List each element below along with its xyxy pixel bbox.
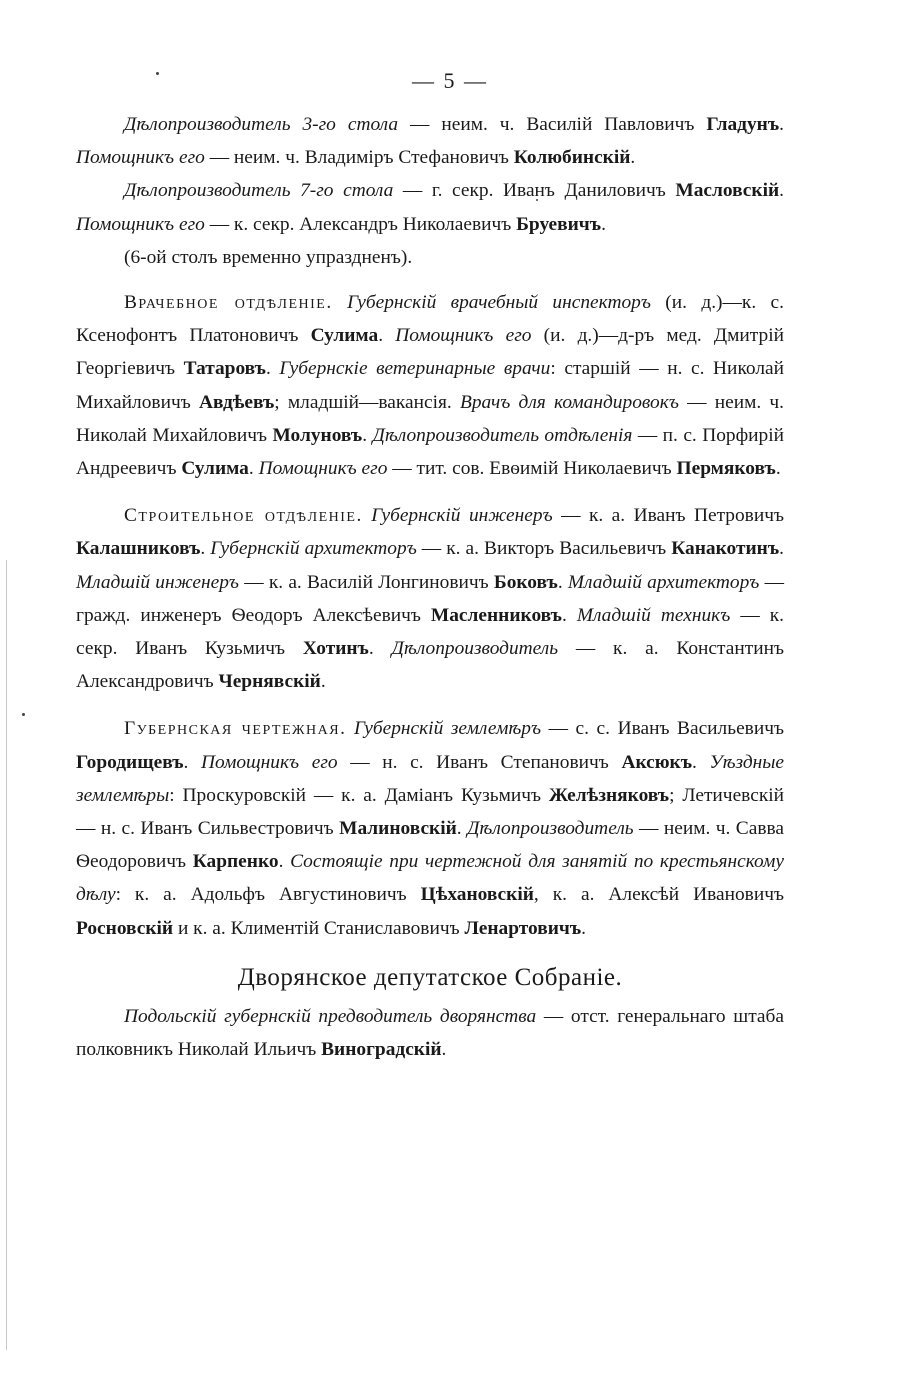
surname: Карпенко: [192, 851, 279, 873]
role-title: Помощникъ его: [258, 458, 388, 480]
role-title: Дѣлопроизводитель: [467, 818, 634, 840]
surname: Авдѣевъ: [198, 391, 275, 413]
surname: Пермяковъ: [676, 458, 776, 480]
surname: Сулима: [181, 458, 249, 480]
role-title: Состоящіе при чертежной для занятій по крестьянскому дѣлу: [76, 851, 784, 906]
role-title: Помощникъ его: [200, 751, 338, 773]
surname: Желѣзняковъ: [548, 784, 670, 806]
surname: Чернявскій: [218, 671, 321, 693]
paragraph-drafting-office: Губернская чертежная. Губернскій землемѣръ — с. с. Иванъ Васильевичъ Городищевъ. Помощникъ его — н. с. Иванъ Степановичъ Аксюкъ. Уѣздные землемѣры: Проскуровскій — к. а. Даміанъ Кузьмичъ Желѣзняковъ; Летичевскій — н. с. Иванъ Сильвестровичъ Малиновскій. Дѣлопроизводитель — неим. ч. Савва Ѳеодоровичъ Карпенко. Состоящіе при чертежной для занятій по крестьянскому дѣлу: к. а. Адольфъ Августиновичъ Цѣхановскій, к. а. Алексѣй Ивановичъ Росновскій и к. а. Климентій Станиславовичъ Ленартовичъ.: [76, 718, 785, 939]
surname: Боковъ: [493, 571, 558, 593]
surname: Гладунъ: [706, 114, 780, 135]
surname: Хотинъ: [302, 638, 369, 660]
role-title: Дѣлопроизводитель 3-го стола: [124, 114, 399, 135]
paragraph-table3-clerk: Дѣлопроизводитель 3-го стола — неим. ч. Василій Павловичъ Гладунъ. Помощникъ его — неим. ч. Владиміръ Стефановичъ Колюбинскій.: [76, 114, 784, 169]
role-title: Помощникъ его: [76, 147, 205, 169]
surname: Сулима: [310, 325, 379, 347]
ink-speck: [22, 713, 25, 716]
section-title: Врачебное отдѣленіе.: [124, 292, 333, 314]
surname: Росновскій: [76, 917, 174, 939]
page-text: [76, 108, 784, 1066]
role-title: Дѣлопроизводитель: [391, 638, 559, 660]
surname: Калашниковъ: [76, 538, 201, 560]
surname: Молуновъ: [272, 424, 363, 446]
role-title: Уѣздные землемѣры: [76, 751, 784, 806]
paragraph-nobility-marshal: Подольскій губернскій предводитель дворянства — отст. генеральнаго штаба полковникъ Николай Ильичъ Виноградскій.: [76, 1006, 784, 1061]
left-margin-rule: [6, 560, 7, 1350]
page-number: — 5 —: [412, 68, 488, 93]
surname: Аксюкъ: [621, 751, 693, 773]
role-title: Помощникъ его: [76, 213, 205, 235]
paragraph-table7-clerk: Дѣлопроизводитель 7-го стола — г. секр. Иванъ Даниловичъ Масловскій. Помощникъ его — к. секр. Александръ Николаевичъ Бруевичъ.: [76, 180, 785, 235]
surname: Ленартовичъ: [464, 917, 582, 939]
role-title: Губернскій землемѣръ: [354, 718, 542, 740]
role-title: Губернскій инженеръ: [371, 505, 553, 527]
role-title: Дѣлопроизводитель отдѣленія: [372, 424, 633, 446]
section-title: Строительное отдѣленіе.: [124, 505, 363, 527]
surname: Городищевъ: [76, 751, 184, 773]
ink-speck: [156, 72, 159, 75]
role-title: Младшій архитекторъ: [567, 571, 760, 593]
surname: Канакотинъ: [671, 538, 780, 560]
paragraph-construction-department: Строительное отдѣленіе. Губернскій инженеръ — к. а. Иванъ Петровичъ Калашниковъ. Губернскій архитекторъ — к. а. Викторъ Васильевичъ Канакотинъ. Младшій инженеръ — к. а. Василій Лонгиновичъ Боковъ. Младшій архитекторъ — гражд. инженеръ Ѳеодоръ Алексѣевичъ Масленниковъ. Младшій техникъ — к. секр. Иванъ Кузьмичъ Хотинъ. Дѣлопроизводитель — к. а. Константинъ Александровичъ Чернявскій.: [76, 505, 784, 693]
surname: Масленниковъ: [430, 604, 562, 626]
section-title: Губернская чертежная.: [124, 718, 347, 740]
role-title: Дѣлопроизводитель 7-го стола: [124, 180, 394, 202]
surname: Цѣхановскій: [420, 884, 534, 906]
paragraph-table6-note: (6-ой столъ временно упраздненъ).: [124, 246, 413, 268]
surname: Татаровъ: [183, 358, 266, 380]
surname: Виноградскій: [321, 1039, 442, 1061]
paragraph-medical-department: Врачебное отдѣленіе. Губернскій врачебный инспекторъ (и. д.)—к. с. Ксенофонтъ Платоновичъ Сулима. Помощникъ его (и. д.)—д-ръ мед. Дмитрій Георгіевичъ Татаровъ. Губернскіе ветеринарные врачи: старшій — н. с. Николай Михайловичъ Авдѣевъ; младшій—вакансія. Врачъ для командировокъ — неим. ч. Николай Михайловичъ Молуновъ. Дѣлопроизводитель отдѣленія — п. с. Порфирій Андреевичъ Сулима. Помощникъ его — тит. сов. Евѳимій Николаевичъ Пермяковъ.: [76, 292, 785, 480]
section-heading: Дворянское депутатское Собраніе.: [237, 963, 623, 991]
role-title: Помощникъ его: [395, 325, 532, 347]
role-title: Младшій инженеръ: [76, 571, 239, 593]
role-title: Губернскій врачебный инспекторъ: [347, 292, 651, 314]
role-title: Губернскіе ветеринарные врачи: [279, 358, 551, 380]
surname: Масловскій: [675, 180, 780, 202]
role-title: Врачъ для командировокъ: [460, 391, 679, 413]
surname: Бруевичъ: [516, 213, 602, 235]
role-title: Младшій техникъ: [576, 604, 731, 626]
role-title: Губернскій архитекторъ: [210, 538, 417, 560]
surname: Колюбинскій: [513, 147, 631, 169]
role-title: Подольскій губернскій предводитель дворянства: [124, 1006, 537, 1028]
surname: Малиновскій: [339, 818, 457, 840]
